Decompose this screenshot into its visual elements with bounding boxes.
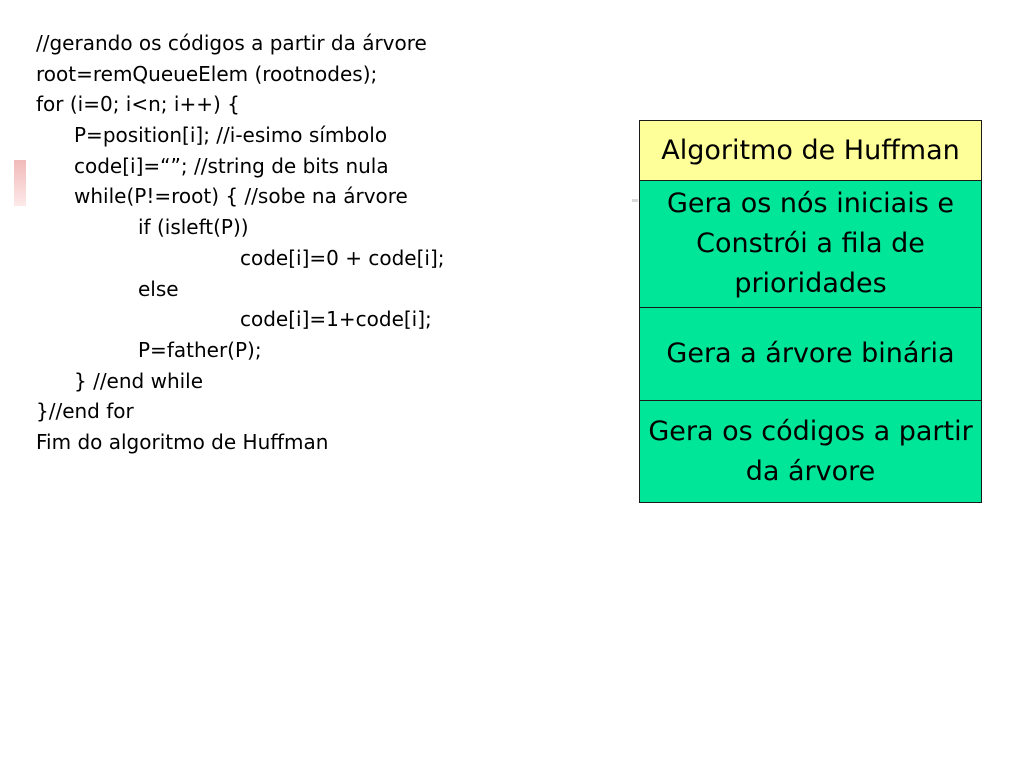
code-line: } //end while xyxy=(74,368,204,393)
code-line: }//end for xyxy=(36,399,134,424)
table-step-cell xyxy=(639,401,982,503)
table-step-text: Gera os nós iniciais e Constrói a fila de prioridades xyxy=(667,188,954,299)
code-line: while(P!=root) { //sobe na árvore xyxy=(74,184,408,209)
pseudocode-block xyxy=(36,28,596,458)
table-step-text: Gera os códigos a partir da árvore xyxy=(648,415,973,487)
table-step-cell xyxy=(639,181,982,308)
code-line: code[i]=0 + code[i]; xyxy=(240,245,445,270)
table-title-cell xyxy=(639,120,982,181)
divider-mark xyxy=(632,199,638,202)
huffman-steps-table xyxy=(639,120,982,503)
code-line: //gerando os códigos a partir da árvore xyxy=(36,31,427,55)
table-step-text: Gera a árvore binária xyxy=(666,338,955,369)
left-accent-bar xyxy=(14,160,26,206)
table-title: Algoritmo de Huffman xyxy=(661,134,960,166)
code-line: Fim do algoritmo de Huffman xyxy=(36,429,329,454)
code-line: root=remQueueElem (rootnodes); xyxy=(36,61,378,86)
code-line: P=father(P); xyxy=(138,337,262,362)
code-line: for (i=0; i<n; i++) { xyxy=(36,92,240,117)
code-line: if (isleft(P)) xyxy=(138,215,249,240)
code-line: else xyxy=(138,276,179,301)
code-line: code[i]=“”; //string de bits nula xyxy=(74,153,389,178)
code-line: code[i]=1+code[i]; xyxy=(240,307,432,332)
table-step-cell xyxy=(639,308,982,401)
code-line: P=position[i]; //i-esimo símbolo xyxy=(74,123,388,148)
